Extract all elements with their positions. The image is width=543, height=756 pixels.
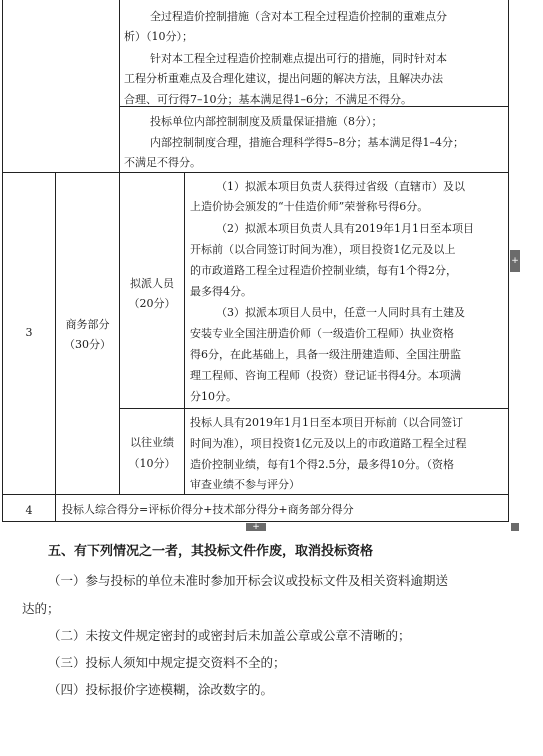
row-divider-3 [2,172,509,173]
disqualification-item: 达的； [22,601,60,616]
internal-control-line: 不满足不得分。 [124,156,201,169]
measure-text-line: 工程分析重难点及合理化建议，提出问题的解决方法，且解决办法 [124,72,443,85]
column-insert-handle[interactable]: + [246,523,266,531]
total-score-formula: 投标人综合得分=评标价得分+技术部分得分+商务部分得分 [62,503,354,516]
past-performance-rule-line: 造价控制业绩，每有1个得2.5分，最多得10分。（资格 [190,458,454,471]
internal-control-line: 内部控制制度合理，措施合理科学得5–8分；基本满足得1–4分； [150,136,464,149]
sub-criterion-personnel: 拟派人员 [130,277,174,290]
table-resize-handle[interactable] [511,523,519,531]
personnel-rule-line: 分10分。 [190,390,237,403]
row-divider-sub2 [119,408,509,409]
personnel-rule-line: 得6分，在此基础上，具备一级注册建造师、全国注册监 [190,348,461,361]
col-divider-sub [184,172,185,494]
internal-control-line: 投标单位内部控制制度及质量保证措施（8分）； [150,115,383,128]
row-index-4: 4 [25,504,33,517]
measure-text-line: 合理、可行得7–10分；基本满足得1–6分；不满足不得分。 [124,93,412,106]
personnel-rule-line: （2）拟派本项目负责人具有2019年1月1日至本项目 [216,222,474,235]
disqualification-item: （一）参与投标的单位未准时参加开标会议或投标文件及相关资料逾期送 [48,573,449,588]
measure-text-line: 析）（10分）； [124,30,193,43]
disqualification-item: （三）投标人须知中规定提交资料不全的； [48,655,286,670]
row-index-3: 3 [25,326,33,339]
personnel-rule-line: 安装专业全国注册造价师（一级造价工程师）执业资格 [190,327,454,340]
table-border-left [2,0,3,522]
row-insert-handle[interactable]: + [510,250,520,272]
measure-text-line: 针对本工程全过程造价控制难点提出可行的措施，同时针对本 [150,52,447,65]
table-border-right [508,0,509,522]
personnel-rule-line: 理工程师、咨询工程师（投资）登记证书得4分。本项满 [190,369,461,382]
category-score: （30分） [64,338,111,351]
personnel-rule-line: 上造价协会颁发的“十佳造价师”荣誉称号得6分。 [190,200,429,213]
personnel-rule-line: （3）拟派本项目人员中，任意一人同时具有土建及 [216,306,465,319]
sub-criterion-past-performance-score: （10分） [128,457,176,470]
measure-text-line: 全过程造价控制措施（含对本工程全过程造价控制的重难点分 [150,10,447,23]
sub-criterion-past-performance: 以往业绩 [130,436,174,449]
past-performance-rule-line: 审查业绩不参与评分） [190,478,300,491]
sub-criterion-personnel-score: （20分） [128,297,176,310]
personnel-rule-line: 的市政道路工程全过程造价控制业绩，每有1个得2分， [190,264,457,277]
disqualification-item: （四）投标报价字迹模糊，涂改数字的。 [48,682,274,697]
category-label: 商务部分 [65,318,110,331]
personnel-rule-line: （1）拟派本项目负责人获得过省级（直辖市）及以 [216,180,465,193]
section-title: 五、有下列情况之一者，其投标文件作废，取消投标资格 [48,544,374,559]
personnel-rule-line: 开标前（以合同签订时间为准），项目投资1亿元及以上 [190,243,456,256]
col-divider-main [119,0,120,172]
disqualification-item: （二）未按文件规定密封的或密封后未加盖公章或公章不清晰的； [48,628,411,643]
past-performance-rule-line: 投标人具有2019年1月1日至本项目开标前（以合同签订 [190,416,463,429]
row-divider-4 [2,494,509,495]
past-performance-rule-line: 时间为准），项目投资1亿元及以上的市政道路工程全过程 [190,437,467,450]
personnel-rule-line: 最多得4分。 [190,285,252,298]
